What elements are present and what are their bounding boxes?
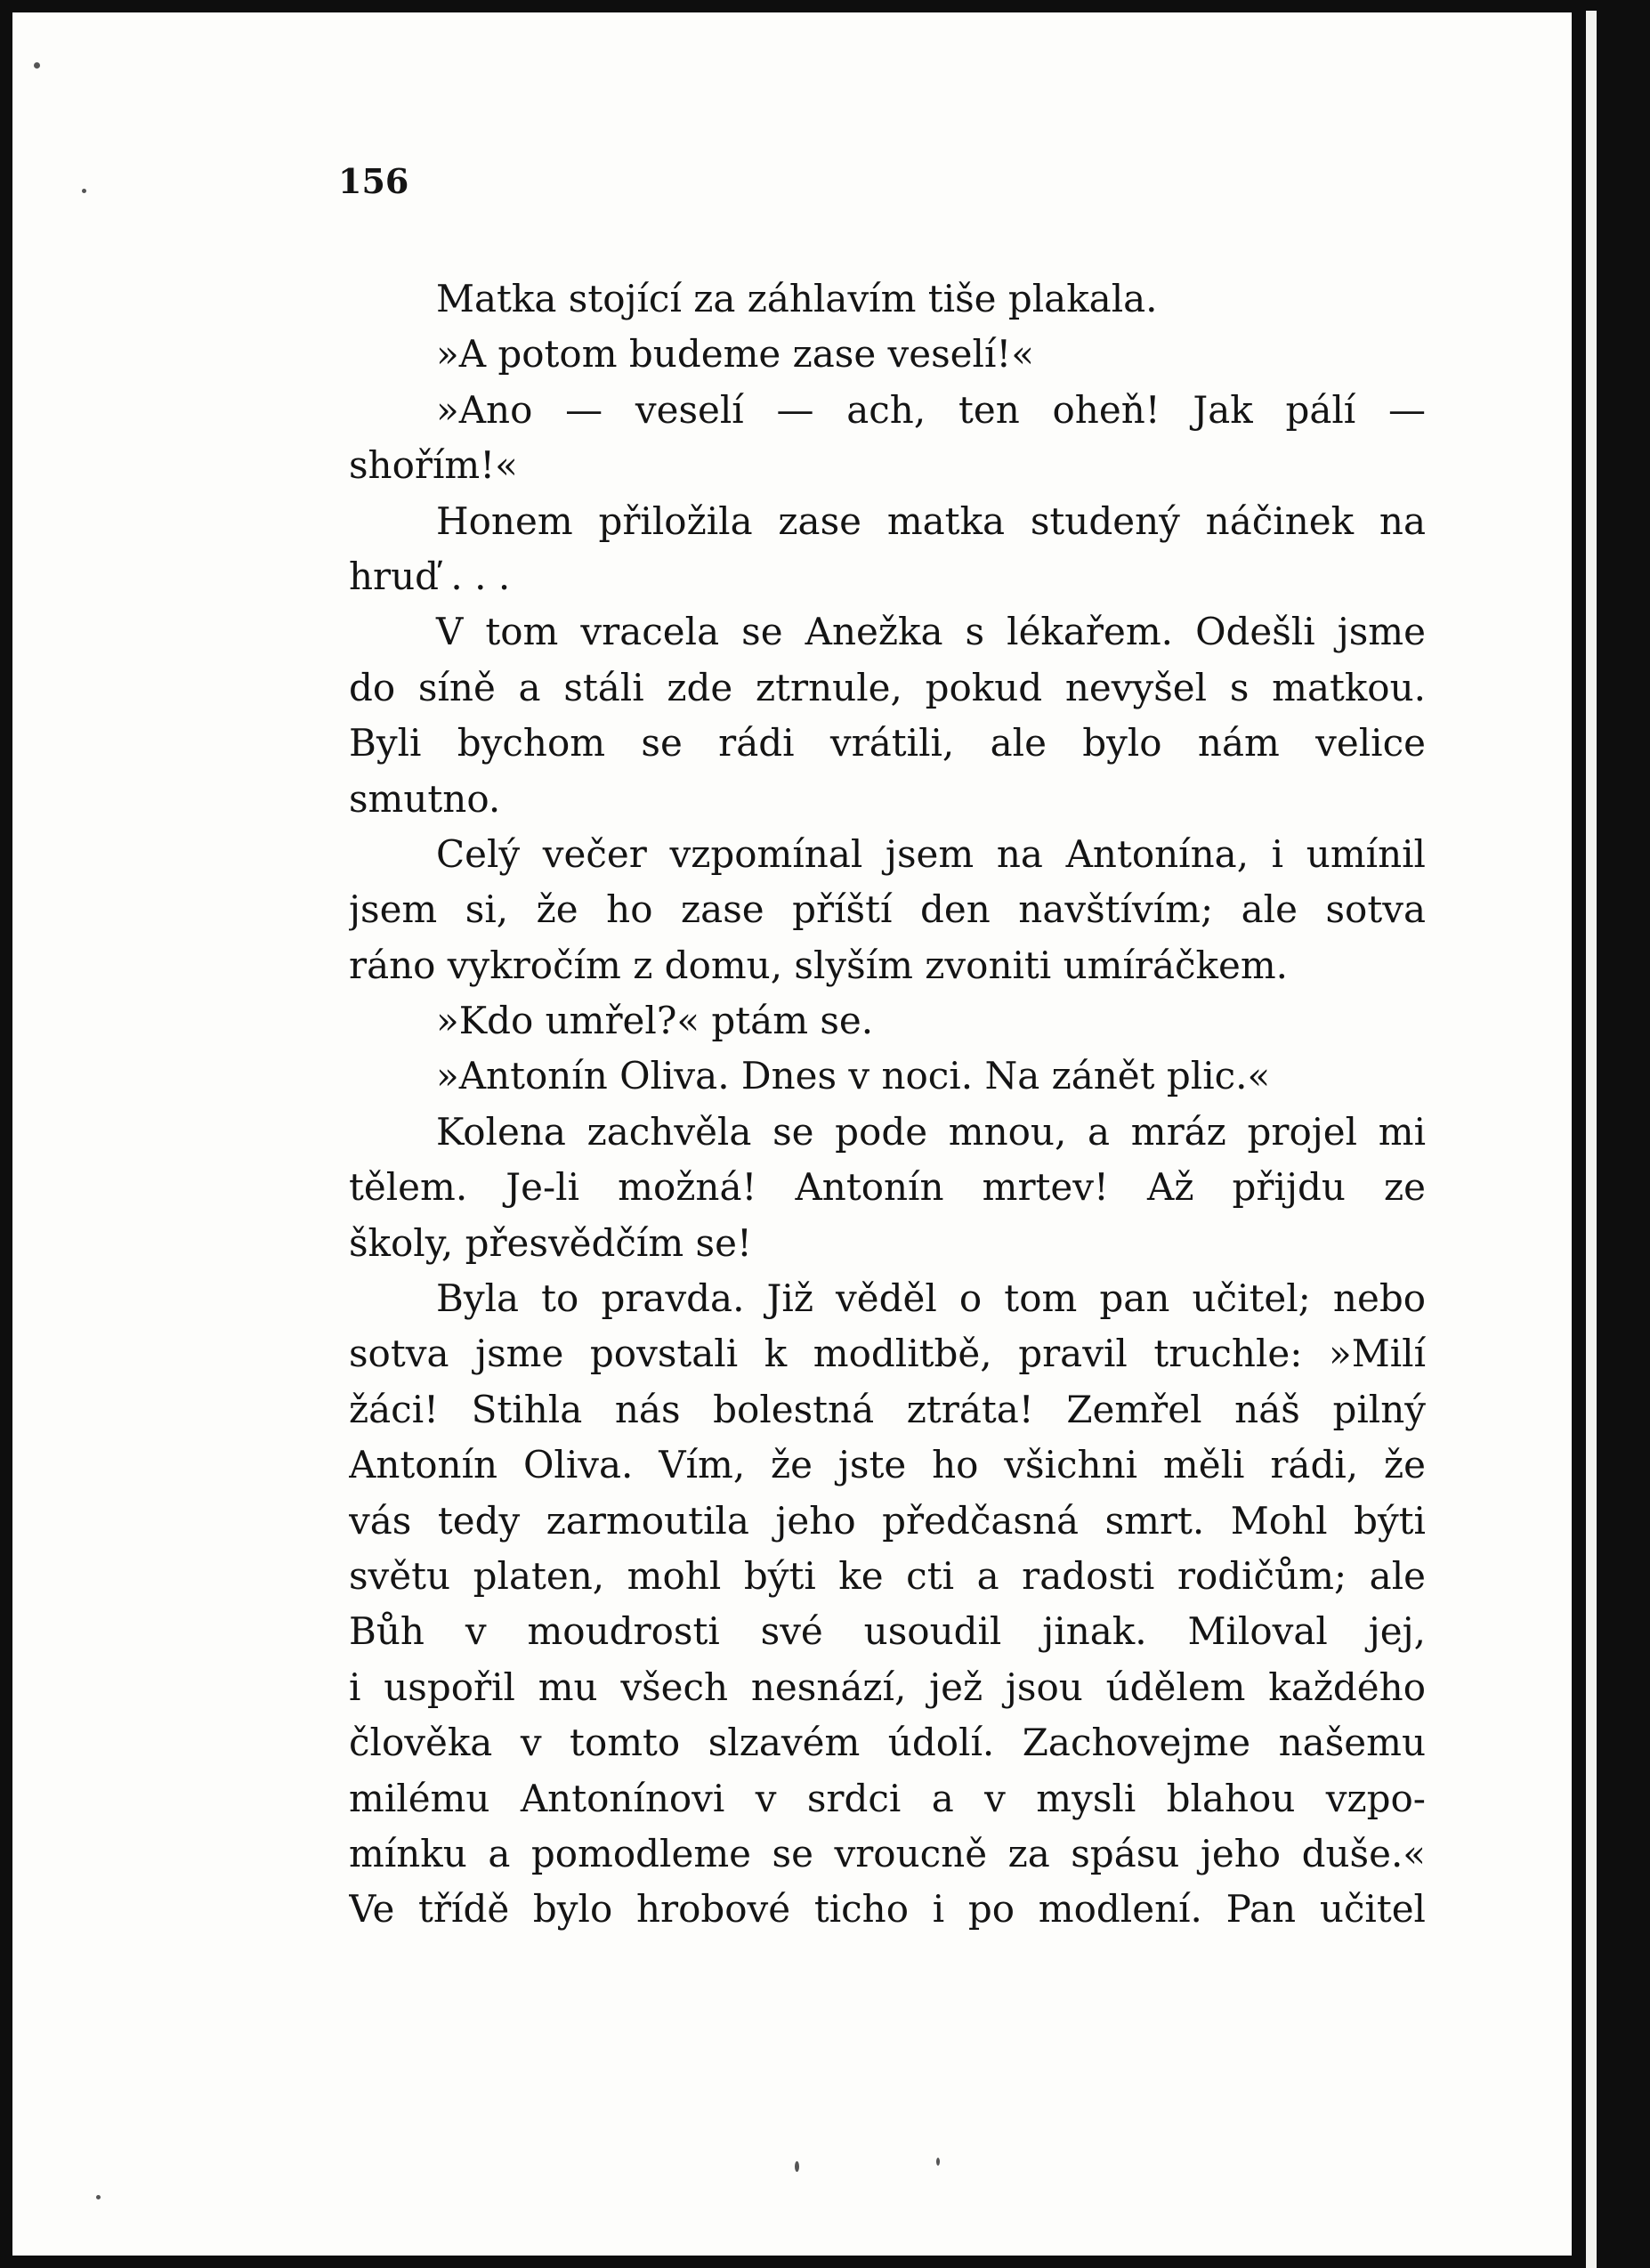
text-line: Kolena zachvěla se pode mnou, a mráz projel mi xyxy=(436,1109,1426,1154)
text-line: Antonín Oliva. Vím, že jste ho všichni měli rádi, že xyxy=(349,1443,1426,1487)
text-line: i uspořil mu všech nesnází, jež jsou údělem každého xyxy=(349,1665,1426,1709)
text-line: V tom vracela se Anežka s lékařem. Odešli jsme xyxy=(436,610,1426,654)
text-line: žáci! Stihla nás bolestná ztráta! Zemřel náš pilný xyxy=(349,1387,1426,1431)
text-line: jsem si, že ho zase příští den navštívím; ale sotva xyxy=(349,887,1426,932)
text-line: Ve třídě bylo hrobové ticho i po modlení. Pan učitel xyxy=(349,1887,1426,1932)
text-line: »Ano — veselí — ach, ten oheň! Jak pálí — xyxy=(436,387,1426,432)
text-line: Honem přiložila zase matka studený náčinek na xyxy=(436,498,1426,543)
text-line: světu platen, mohl býti ke cti a radosti rodičům; ale xyxy=(349,1553,1426,1598)
text-line: vás tedy zarmoutila jeho předčasná smrt. Mohl býti xyxy=(349,1498,1426,1543)
text-line: milému Antonínovi v srdci a v mysli blahou vzpo- xyxy=(349,1776,1426,1820)
text-line: školy, přesvědčím se! xyxy=(349,1220,752,1265)
text-line: Byla to pravda. Již věděl o tom pan učitel; nebo xyxy=(436,1276,1426,1321)
text-line: ráno vykročím z domu, slyším zvoniti umíráčkem. xyxy=(349,943,1289,987)
body-text xyxy=(349,271,1426,1938)
text-line: »Antonín Oliva. Dnes v noci. Na zánět plic.« xyxy=(436,1054,1271,1098)
print-speck xyxy=(936,2158,940,2166)
text-line: shořím!« xyxy=(349,443,518,488)
page-number: 156 xyxy=(338,161,409,201)
print-speck xyxy=(96,2195,101,2199)
text-line: do síně a stáli zde ztrnule, pokud nevyšel s matkou. xyxy=(349,665,1426,709)
text-line: hruď . . . xyxy=(349,554,511,598)
text-line: člověka v tomto slzavém údolí. Zachovejme našemu xyxy=(349,1721,1426,1765)
print-speck xyxy=(82,189,86,193)
text-line: Matka stojící za záhlavím tiše plakala. xyxy=(436,277,1158,320)
adjacent-page-edge xyxy=(1586,11,1597,2268)
text-line: smutno. xyxy=(349,776,501,821)
text-line: »Kdo umřel?« ptám se. xyxy=(436,999,874,1043)
print-speck xyxy=(34,62,40,69)
text-line: tělem. Je-li možná! Antonín mrtev! Až přijdu ze xyxy=(349,1165,1426,1210)
print-speck xyxy=(795,2161,799,2172)
text-line: sotva jsme povstali k modlitbě, pravil truchle: »Milí xyxy=(349,1332,1426,1376)
text-line: Bůh v moudrosti své usoudil jinak. Miloval jej, xyxy=(349,1609,1426,1654)
text-line: »A potom budeme zase veselí!« xyxy=(436,332,1034,377)
text-line: Byli bychom se rádi vrátili, ale bylo nám velice xyxy=(349,721,1426,765)
text-line: Celý večer vzpomínal jsem na Antonína, i umínil xyxy=(436,831,1426,876)
text-line: mínku a pomodleme se vroucně za spásu jeho duše.« xyxy=(349,1831,1426,1875)
